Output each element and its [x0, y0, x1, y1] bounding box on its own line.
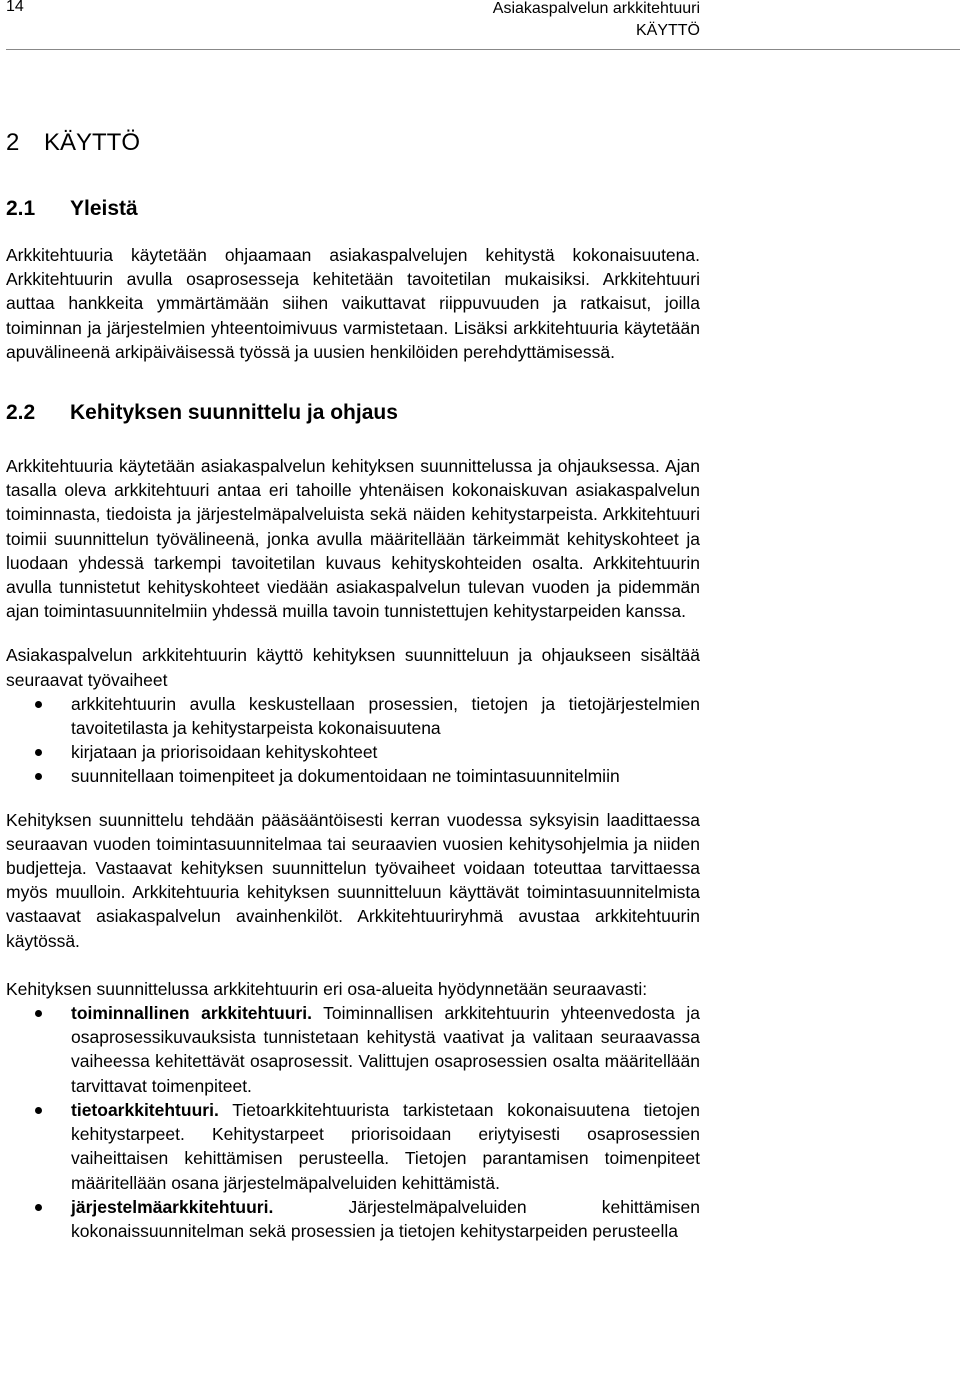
- paragraph: Asiakaspalvelun arkkitehtuurin käyttö kehityksen suunnitteluun ja ohjaukseen sisältää seuraavat työvaiheet: [6, 645, 700, 690]
- header-divider: [6, 49, 960, 50]
- list-item: [6, 1001, 700, 1098]
- list-item-text: Tietoarkkitehtuurista tarkistetaan kokonaisuutena tietojen kehitystarpeet. Kehitystarpeet priorisoidaan eriytyisesti osaprosessien vaiheittaisen kehittämisen perusteella. Tietojen parantamisen toimenpiteet määritellään osana järjestelmäpalveluiden kehittämistä.: [71, 1099, 701, 1193]
- list-item: [6, 1195, 700, 1243]
- page-number: 14: [6, 0, 24, 15]
- list-item-term: toiminnallinen arkkitehtuuri.: [71, 1003, 312, 1024]
- list-item-term: tietoarkkitehtuuri.: [71, 1099, 219, 1120]
- paragraph: Kehityksen suunnittelussa arkkitehtuurin eri osa-alueita hyödynnetään seuraavasti:: [6, 978, 648, 999]
- work-phases-list: [6, 692, 700, 789]
- chapter-heading: [6, 126, 700, 196]
- header-chapter-name: KÄYTTÖ: [635, 22, 700, 39]
- section-number: 2.2: [6, 401, 36, 425]
- page-header: [0, 0, 960, 50]
- list-item: [6, 1098, 700, 1195]
- page-content: [6, 126, 700, 1243]
- section-heading-kehityksen-suunnittelu: [6, 400, 700, 454]
- section-number: 2.1: [6, 197, 36, 220]
- header-document-title: Asiakaspalvelun arkkitehtuuri: [492, 0, 700, 17]
- list-item-term: järjestelmäarkkitehtuuri.: [71, 1196, 274, 1217]
- section-title: Yleistä: [70, 197, 138, 220]
- paragraph: Kehityksen suunnittelu tehdään pääsääntöisesti kerran vuodessa syksyisin laadittaessa seuraavan vuoden toimintasuunnitelmaa tai seuraavien vuosien kehitysohjelmia ja niiden budjetteja. Vastaavat kehityksen suunnittelun työvaiheet voidaan toteuttaa tarvittaessa myös muulloin. Arkkitehtuuria kehityksen suunnitteluun käyttävät toimintasuunnitelmista vastaavat asiakaspalvelun avainhenkilöt. Arkkitehtuuriryhmä avustaa arkkitehtuurin käytössä.: [6, 809, 700, 951]
- chapter-title: KÄYTTÖ: [44, 129, 141, 156]
- list-item: kirjataan ja priorisoidaan kehityskohteet: [6, 740, 700, 764]
- list-item: arkkitehtuurin avulla keskustellaan prosessien, tietojen ja tietojärjestelmien tavoitetilasta ja kehitystarpeista kokonaisuutena: [6, 692, 700, 740]
- paragraph-yleista: Arkkitehtuuria käytetään ohjaamaan asiakaspalvelujen kehitystä kokonaisuutena. Arkkitehtuurin avulla osaprosesseja kehitetään tavoitetilan mukaisiksi. Arkkitehtuuri auttaa hankkeita ymmärtämään siihen vaikuttavat riippuvuuden ja ratkaisut, joilla toiminnan ja järjestelmien yhteentoimivuus varmistetaan. Lisäksi arkkitehtuuria käytetään apuvälineenä arkipäiväisessä työssä ja uusien henkilöiden perehdyttämisessä.: [6, 245, 700, 362]
- list-item-text: Toiminnallisen arkkitehtuurin yhteenvedosta ja osaprosessikuvauksista tunnistetaan kehitystä vaativat ja valitaan seuraavassa vaiheessa kehitettävät osaprosessit. Valittujen osaprosessien osalta määritellään tarvittavat toimenpiteet.: [71, 1003, 701, 1096]
- section-title: Kehityksen suunnittelu ja ohjaus: [70, 401, 398, 425]
- list-item: suunnitellaan toimenpiteet ja dokumentoidaan ne toimintasuunnitelmiin: [6, 764, 700, 788]
- paragraph: Arkkitehtuuria käytetään asiakaspalvelun kehityksen suunnittelussa ja ohjauksessa. Ajan tasalla oleva arkkitehtuuri antaa eri tahoille yhtenäisen kokonaiskuvan asiakaspalvelun toiminnasta, tiedoista ja järjestelmäpalveluista sekä näiden kehitystarpeista. Arkkitehtuuri toimii suunnittelun työvälineenä, jonka avulla määritellään tärkeimmät kehityskohteet ja luodaan yhdessä tarkempi tavoitetilan kuvaus kehityskohteiden osalta. Arkkitehtuurin avulla tunnistetut kehityskohteet viedään asiakaspalvelun tulevan vuoden ja pidemmän ajan toimintasuunnitelmiin yhdessä muilla tavoin tunnistettujen kehitystarpeiden kanssa.: [6, 456, 700, 622]
- list-item-text: Järjestelmäpalveluiden kehittämisen kokonaissuunnitelman sekä prosessien ja tietojen kehitystarpeiden perusteella: [71, 1196, 700, 1241]
- section-heading-yleista: [6, 196, 700, 243]
- chapter-number: 2: [6, 129, 20, 156]
- architecture-areas-list: [6, 1001, 700, 1243]
